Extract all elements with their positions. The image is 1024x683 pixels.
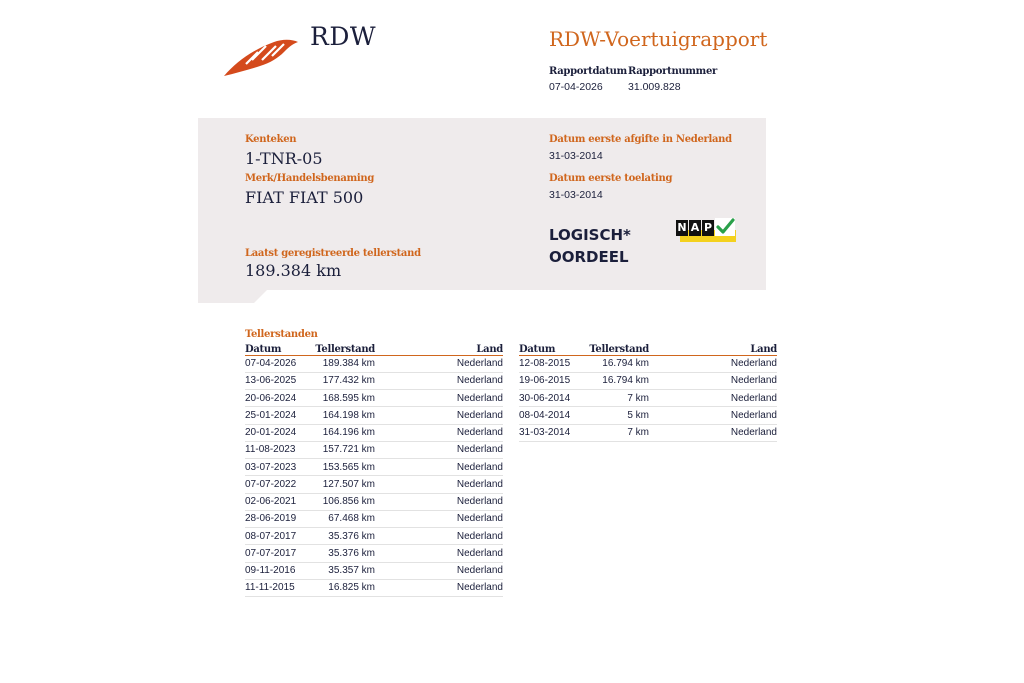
cell-land: Nederland: [375, 372, 503, 389]
tellerstanden-table-right: [519, 343, 777, 442]
table-row: [245, 390, 503, 407]
table-row: [245, 407, 503, 424]
logo-text: RDW: [310, 22, 377, 51]
cell-datum: 07-07-2022: [245, 476, 315, 493]
oordeel-line-2: OORDEEL: [549, 248, 629, 266]
merk-label: Merk/Handelsbenaming: [245, 173, 375, 184]
tellerstand-value: 189.384 km: [245, 261, 342, 280]
cell-datum: 19-06-2015: [519, 372, 589, 389]
cell-land: Nederland: [375, 441, 503, 458]
cell-datum: 03-07-2023: [245, 459, 315, 476]
tellerstand-label: Laatst geregistreerde tellerstand: [245, 248, 421, 259]
table-row: [519, 372, 777, 389]
cell-datum: 07-07-2017: [245, 545, 315, 562]
cell-datum: 07-04-2026: [245, 355, 315, 372]
cell-datum: 09-11-2016: [245, 562, 315, 579]
rapportdatum-value: 07-04-2026: [549, 81, 603, 93]
table-header-row: [245, 343, 503, 355]
cell-land: Nederland: [649, 390, 777, 407]
cell-tellerstand: 16.825 km: [315, 579, 375, 596]
rapportnummer-label: Rapportnummer: [628, 66, 717, 77]
cell-datum: 11-08-2023: [245, 441, 315, 458]
table-row: [245, 579, 503, 596]
cell-datum: 30-06-2014: [519, 390, 589, 407]
cell-tellerstand: 189.384 km: [315, 355, 375, 372]
toelating-label: Datum eerste toelating: [549, 173, 673, 184]
cell-tellerstand: 5 km: [589, 407, 649, 424]
cell-land: Nederland: [375, 355, 503, 372]
report-title: RDW-Voertuigrapport: [549, 27, 768, 51]
cell-datum: 25-01-2024: [245, 407, 315, 424]
cell-tellerstand: 35.357 km: [315, 562, 375, 579]
col-tellerstand: Tellerstand: [589, 343, 649, 355]
tellerstanden-title: Tellerstanden: [245, 329, 318, 340]
table-row: [519, 355, 777, 372]
cell-tellerstand: 164.198 km: [315, 407, 375, 424]
merk-value: FIAT FIAT 500: [245, 188, 364, 207]
oordeel-line-1: LOGISCH*: [549, 226, 631, 244]
cell-land: Nederland: [649, 355, 777, 372]
rapportnummer: [628, 66, 717, 93]
rapportnummer-value: 31.009.828: [628, 81, 681, 93]
check-icon: [715, 218, 735, 236]
table-row: [519, 407, 777, 424]
table-row: [519, 424, 777, 441]
cell-datum: 20-01-2024: [245, 424, 315, 441]
cell-datum: 31-03-2014: [519, 424, 589, 441]
cell-land: Nederland: [649, 407, 777, 424]
cell-datum: 08-04-2014: [519, 407, 589, 424]
table-row: [245, 476, 503, 493]
afgifte-value: 31-03-2014: [549, 150, 603, 162]
cell-tellerstand: 7 km: [589, 424, 649, 441]
table-row: [245, 441, 503, 458]
cell-datum: 28-06-2019: [245, 510, 315, 527]
cell-tellerstand: 157.721 km: [315, 441, 375, 458]
cell-tellerstand: 153.565 km: [315, 459, 375, 476]
col-land: Land: [375, 343, 503, 355]
table-row: [245, 510, 503, 527]
table-header-row: [519, 343, 777, 355]
oordeel-text: [549, 224, 631, 268]
cell-tellerstand: 35.376 km: [315, 528, 375, 545]
cell-datum: 12-08-2015: [519, 355, 589, 372]
cell-datum: 13-06-2025: [245, 372, 315, 389]
tellerstanden-table-left: [245, 343, 503, 597]
cell-tellerstand: 16.794 km: [589, 355, 649, 372]
table-row: [245, 562, 503, 579]
cell-land: Nederland: [375, 424, 503, 441]
table-row: [245, 355, 503, 372]
cell-land: Nederland: [375, 579, 503, 596]
cell-tellerstand: 177.432 km: [315, 372, 375, 389]
cell-tellerstand: 7 km: [589, 390, 649, 407]
table-row: [245, 528, 503, 545]
cell-tellerstand: 168.595 km: [315, 390, 375, 407]
nap-logo: [676, 220, 736, 244]
table-row: [245, 545, 503, 562]
table-row: [519, 390, 777, 407]
kenteken-label: Kenteken: [245, 134, 297, 145]
cell-datum: 08-07-2017: [245, 528, 315, 545]
table-row: [245, 459, 503, 476]
cell-land: Nederland: [375, 459, 503, 476]
table-row: [245, 493, 503, 510]
table-row: [245, 424, 503, 441]
afgifte-label: Datum eerste afgifte in Nederland: [549, 134, 732, 145]
cell-land: Nederland: [375, 545, 503, 562]
cell-tellerstand: 35.376 km: [315, 545, 375, 562]
nap-letter-a: A: [690, 221, 700, 234]
cell-land: Nederland: [375, 562, 503, 579]
rdw-logo-icon: [222, 36, 300, 78]
cell-tellerstand: 16.794 km: [589, 372, 649, 389]
rapportdatum-label: Rapportdatum: [549, 66, 627, 77]
cell-tellerstand: 106.856 km: [315, 493, 375, 510]
cell-land: Nederland: [375, 476, 503, 493]
cell-land: Nederland: [375, 390, 503, 407]
cell-land: Nederland: [375, 407, 503, 424]
cell-land: Nederland: [375, 528, 503, 545]
cell-land: Nederland: [375, 493, 503, 510]
cell-land: Nederland: [375, 510, 503, 527]
cell-land: Nederland: [649, 372, 777, 389]
cell-datum: 11-11-2015: [245, 579, 315, 596]
col-tellerstand: Tellerstand: [315, 343, 375, 355]
col-datum: Datum: [245, 343, 315, 355]
nap-letter-n: N: [677, 221, 687, 234]
col-datum: Datum: [519, 343, 589, 355]
cell-tellerstand: 67.468 km: [315, 510, 375, 527]
nap-letter-p: P: [703, 221, 713, 234]
kenteken-value: 1-TNR-05: [245, 149, 323, 168]
col-land: Land: [649, 343, 777, 355]
cell-tellerstand: 127.507 km: [315, 476, 375, 493]
table-row: [245, 372, 503, 389]
vehicle-panel-tab: [198, 289, 268, 303]
rapportdatum: [549, 66, 627, 93]
cell-land: Nederland: [649, 424, 777, 441]
cell-datum: 20-06-2024: [245, 390, 315, 407]
toelating-value: 31-03-2014: [549, 189, 603, 201]
cell-datum: 02-06-2021: [245, 493, 315, 510]
cell-tellerstand: 164.196 km: [315, 424, 375, 441]
